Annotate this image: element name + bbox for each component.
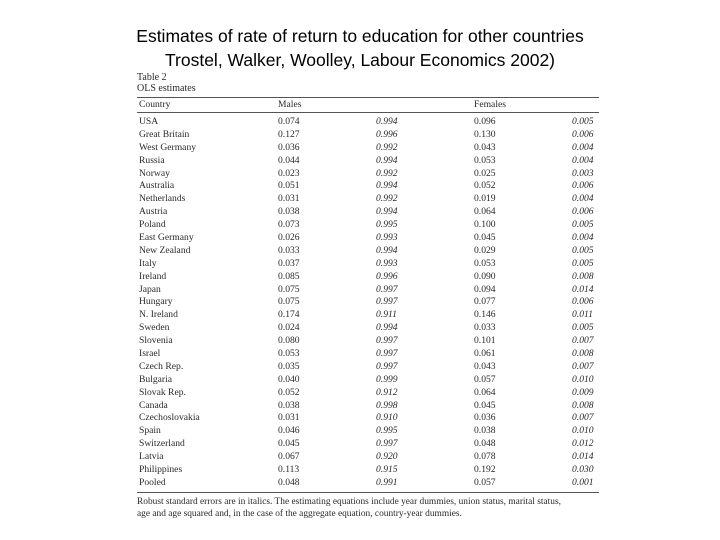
- table-caption: Table 2: [137, 72, 167, 83]
- footnote-line-1: Robust standard errors are in italics. The estimating equations include year dummies, union status, marital status,: [137, 496, 561, 507]
- males-se-cell: 0.912: [376, 386, 398, 398]
- slide-title-line-1: Estimates of rate of return to education for other countries: [136, 26, 584, 46]
- males-estimate-cell: 0.067: [278, 451, 300, 463]
- table-row: [137, 155, 599, 168]
- females-estimate-cell: 0.019: [474, 193, 496, 205]
- table-row: [137, 361, 599, 374]
- males-estimate-cell: 0.046: [278, 425, 300, 437]
- country-cell: Austria: [139, 206, 168, 218]
- females-se-cell: 0.005: [572, 322, 594, 334]
- country-cell: Japan: [139, 283, 161, 295]
- females-se-cell: 0.014: [572, 451, 594, 463]
- females-estimate-cell: 0.036: [474, 412, 496, 424]
- country-cell: Netherlands: [139, 193, 186, 205]
- table-subtitle: OLS estimates: [137, 83, 196, 94]
- males-se-cell: 0.911: [376, 309, 397, 321]
- males-se-cell: 0.994: [376, 244, 398, 256]
- table-row: [137, 322, 599, 335]
- females-estimate-cell: 0.090: [474, 270, 496, 282]
- table-row: [137, 271, 599, 284]
- females-estimate-cell: 0.033: [474, 322, 496, 334]
- country-cell: Pooled: [139, 476, 166, 488]
- males-estimate-cell: 0.038: [278, 399, 300, 411]
- females-estimate-cell: 0.094: [474, 283, 496, 295]
- header-males: Males: [278, 99, 302, 110]
- table-header-row: [137, 98, 599, 112]
- females-estimate-cell: 0.192: [474, 464, 496, 476]
- females-se-cell: 0.003: [572, 167, 594, 179]
- country-cell: Australia: [139, 180, 175, 192]
- slide-title: [0, 24, 720, 72]
- males-estimate-cell: 0.048: [278, 476, 300, 488]
- males-se-cell: 0.997: [376, 283, 398, 295]
- header-females: Females: [474, 99, 506, 110]
- males-estimate-cell: 0.075: [278, 296, 300, 308]
- country-cell: N. Ireland: [139, 309, 178, 321]
- males-estimate-cell: 0.035: [278, 360, 300, 372]
- males-se-cell: 0.997: [376, 360, 398, 372]
- females-se-cell: 0.005: [572, 257, 594, 269]
- table-row: [137, 219, 599, 232]
- males-se-cell: 0.994: [376, 180, 398, 192]
- country-cell: Hungary: [139, 296, 173, 308]
- table-row: [137, 116, 599, 129]
- males-estimate-cell: 0.040: [278, 373, 300, 385]
- males-se-cell: 0.994: [376, 116, 398, 127]
- ols-estimates-table: [137, 72, 599, 521]
- table-row: [137, 387, 599, 400]
- males-estimate-cell: 0.044: [278, 154, 300, 166]
- bottom-rule: [137, 492, 599, 493]
- country-cell: Sweden: [139, 322, 170, 334]
- females-estimate-cell: 0.130: [474, 128, 496, 140]
- table-row: [137, 438, 599, 451]
- table-row: [137, 464, 599, 477]
- males-se-cell: 0.920: [376, 451, 398, 463]
- females-estimate-cell: 0.064: [474, 386, 496, 398]
- females-se-cell: 0.010: [572, 373, 594, 385]
- males-se-cell: 0.996: [376, 270, 398, 282]
- females-estimate-cell: 0.045: [474, 399, 496, 411]
- females-se-cell: 0.005: [572, 219, 594, 231]
- females-estimate-cell: 0.045: [474, 232, 496, 244]
- table-body: [137, 113, 599, 492]
- table-row: [137, 232, 599, 245]
- males-estimate-cell: 0.127: [278, 128, 300, 140]
- males-se-cell: 0.992: [376, 141, 398, 153]
- females-se-cell: 0.005: [572, 244, 594, 256]
- females-se-cell: 0.006: [572, 206, 594, 218]
- females-se-cell: 0.007: [572, 335, 594, 347]
- females-estimate-cell: 0.057: [474, 476, 496, 488]
- females-estimate-cell: 0.057: [474, 373, 496, 385]
- males-se-cell: 0.992: [376, 167, 398, 179]
- table-row: [137, 258, 599, 271]
- table-row: [137, 309, 599, 322]
- country-cell: Czechoslovakia: [139, 412, 200, 424]
- males-se-cell: 0.991: [376, 476, 398, 488]
- table-row: [137, 400, 599, 413]
- males-estimate-cell: 0.053: [278, 348, 300, 360]
- females-se-cell: 0.030: [572, 464, 594, 476]
- females-estimate-cell: 0.025: [474, 167, 496, 179]
- males-estimate-cell: 0.026: [278, 232, 300, 244]
- country-cell: Switzerland: [139, 438, 185, 450]
- males-estimate-cell: 0.038: [278, 206, 300, 218]
- females-se-cell: 0.011: [572, 309, 593, 321]
- table-row: [137, 425, 599, 438]
- table-row: [137, 142, 599, 155]
- females-estimate-cell: 0.078: [474, 451, 496, 463]
- females-estimate-cell: 0.043: [474, 141, 496, 153]
- females-se-cell: 0.008: [572, 399, 594, 411]
- females-estimate-cell: 0.053: [474, 154, 496, 166]
- males-estimate-cell: 0.051: [278, 180, 300, 192]
- males-se-cell: 0.998: [376, 399, 398, 411]
- males-estimate-cell: 0.033: [278, 244, 300, 256]
- males-se-cell: 0.910: [376, 412, 398, 424]
- males-estimate-cell: 0.174: [278, 309, 300, 321]
- males-se-cell: 0.993: [376, 257, 398, 269]
- males-se-cell: 0.999: [376, 373, 398, 385]
- slide-title-line-2: Trostel, Walker, Woolley, Labour Economics 2002): [164, 50, 556, 70]
- country-cell: East Germany: [139, 232, 194, 244]
- country-cell: Spain: [139, 425, 161, 437]
- males-estimate-cell: 0.085: [278, 270, 300, 282]
- country-cell: New Zealand: [139, 244, 191, 256]
- males-estimate-cell: 0.037: [278, 257, 300, 269]
- females-se-cell: 0.010: [572, 425, 594, 437]
- males-se-cell: 0.997: [376, 348, 398, 360]
- table-row: [137, 451, 599, 464]
- males-estimate-cell: 0.075: [278, 283, 300, 295]
- table-row: [137, 296, 599, 309]
- males-se-cell: 0.997: [376, 335, 398, 347]
- females-se-cell: 0.005: [572, 116, 594, 127]
- females-se-cell: 0.004: [572, 141, 594, 153]
- table-row: [137, 335, 599, 348]
- males-estimate-cell: 0.031: [278, 193, 300, 205]
- females-se-cell: 0.007: [572, 412, 594, 424]
- country-cell: Canada: [139, 399, 168, 411]
- females-se-cell: 0.006: [572, 296, 594, 308]
- country-cell: Great Britain: [139, 128, 190, 140]
- table-row: [137, 129, 599, 142]
- males-se-cell: 0.997: [376, 438, 398, 450]
- females-se-cell: 0.007: [572, 360, 594, 372]
- females-se-cell: 0.012: [572, 438, 594, 450]
- table-row: [137, 374, 599, 387]
- females-se-cell: 0.004: [572, 232, 594, 244]
- males-se-cell: 0.997: [376, 296, 398, 308]
- females-estimate-cell: 0.100: [474, 219, 496, 231]
- country-cell: Latvia: [139, 451, 164, 463]
- males-se-cell: 0.993: [376, 232, 398, 244]
- males-estimate-cell: 0.023: [278, 167, 300, 179]
- country-cell: Ireland: [139, 270, 167, 282]
- country-cell: West Germany: [139, 141, 197, 153]
- country-cell: Czech Rep.: [139, 360, 184, 372]
- males-se-cell: 0.995: [376, 425, 398, 437]
- table-row: [137, 412, 599, 425]
- table-row: [137, 348, 599, 361]
- table-row: [137, 245, 599, 258]
- footnote-line-2: age and age squared and, in the case of the aggregate equation, country-year dummies.: [137, 509, 462, 520]
- males-se-cell: 0.994: [376, 206, 398, 218]
- females-se-cell: 0.008: [572, 270, 594, 282]
- males-estimate-cell: 0.036: [278, 141, 300, 153]
- females-estimate-cell: 0.101: [474, 335, 496, 347]
- country-cell: Poland: [139, 219, 166, 231]
- males-se-cell: 0.995: [376, 219, 398, 231]
- table-row: [137, 477, 599, 490]
- males-se-cell: 0.915: [376, 464, 398, 476]
- males-estimate-cell: 0.045: [278, 438, 300, 450]
- country-cell: Israel: [139, 348, 161, 360]
- table-row: [137, 284, 599, 297]
- males-se-cell: 0.996: [376, 128, 398, 140]
- females-estimate-cell: 0.052: [474, 180, 496, 192]
- females-se-cell: 0.004: [572, 154, 594, 166]
- females-estimate-cell: 0.038: [474, 425, 496, 437]
- females-se-cell: 0.006: [572, 180, 594, 192]
- females-se-cell: 0.014: [572, 283, 594, 295]
- females-se-cell: 0.008: [572, 348, 594, 360]
- country-cell: Slovak Rep.: [139, 386, 186, 398]
- country-cell: Slovenia: [139, 335, 173, 347]
- males-estimate-cell: 0.113: [278, 464, 300, 476]
- males-estimate-cell: 0.024: [278, 322, 300, 334]
- males-estimate-cell: 0.052: [278, 386, 300, 398]
- females-se-cell: 0.001: [572, 476, 594, 488]
- males-se-cell: 0.994: [376, 322, 398, 334]
- country-cell: Russia: [139, 154, 165, 166]
- females-estimate-cell: 0.096: [474, 116, 496, 127]
- table-row: [137, 206, 599, 219]
- females-se-cell: 0.006: [572, 128, 594, 140]
- males-estimate-cell: 0.074: [278, 116, 300, 127]
- females-estimate-cell: 0.048: [474, 438, 496, 450]
- females-estimate-cell: 0.077: [474, 296, 496, 308]
- country-cell: Norway: [139, 167, 170, 179]
- females-se-cell: 0.004: [572, 193, 594, 205]
- males-se-cell: 0.992: [376, 193, 398, 205]
- table-row: [137, 180, 599, 193]
- country-cell: USA: [139, 116, 159, 127]
- males-estimate-cell: 0.080: [278, 335, 300, 347]
- table-row: [137, 168, 599, 181]
- country-cell: Philippines: [139, 464, 183, 476]
- males-se-cell: 0.994: [376, 154, 398, 166]
- males-estimate-cell: 0.031: [278, 412, 300, 424]
- females-se-cell: 0.009: [572, 386, 594, 398]
- table-row: [137, 193, 599, 206]
- females-estimate-cell: 0.146: [474, 309, 496, 321]
- females-estimate-cell: 0.064: [474, 206, 496, 218]
- females-estimate-cell: 0.053: [474, 257, 496, 269]
- females-estimate-cell: 0.061: [474, 348, 496, 360]
- country-cell: Italy: [139, 257, 157, 269]
- table-footnote: [137, 496, 599, 521]
- country-cell: Bulgaria: [139, 373, 173, 385]
- females-estimate-cell: 0.043: [474, 360, 496, 372]
- header-country: Country: [139, 99, 171, 110]
- males-estimate-cell: 0.073: [278, 219, 300, 231]
- females-estimate-cell: 0.029: [474, 244, 496, 256]
